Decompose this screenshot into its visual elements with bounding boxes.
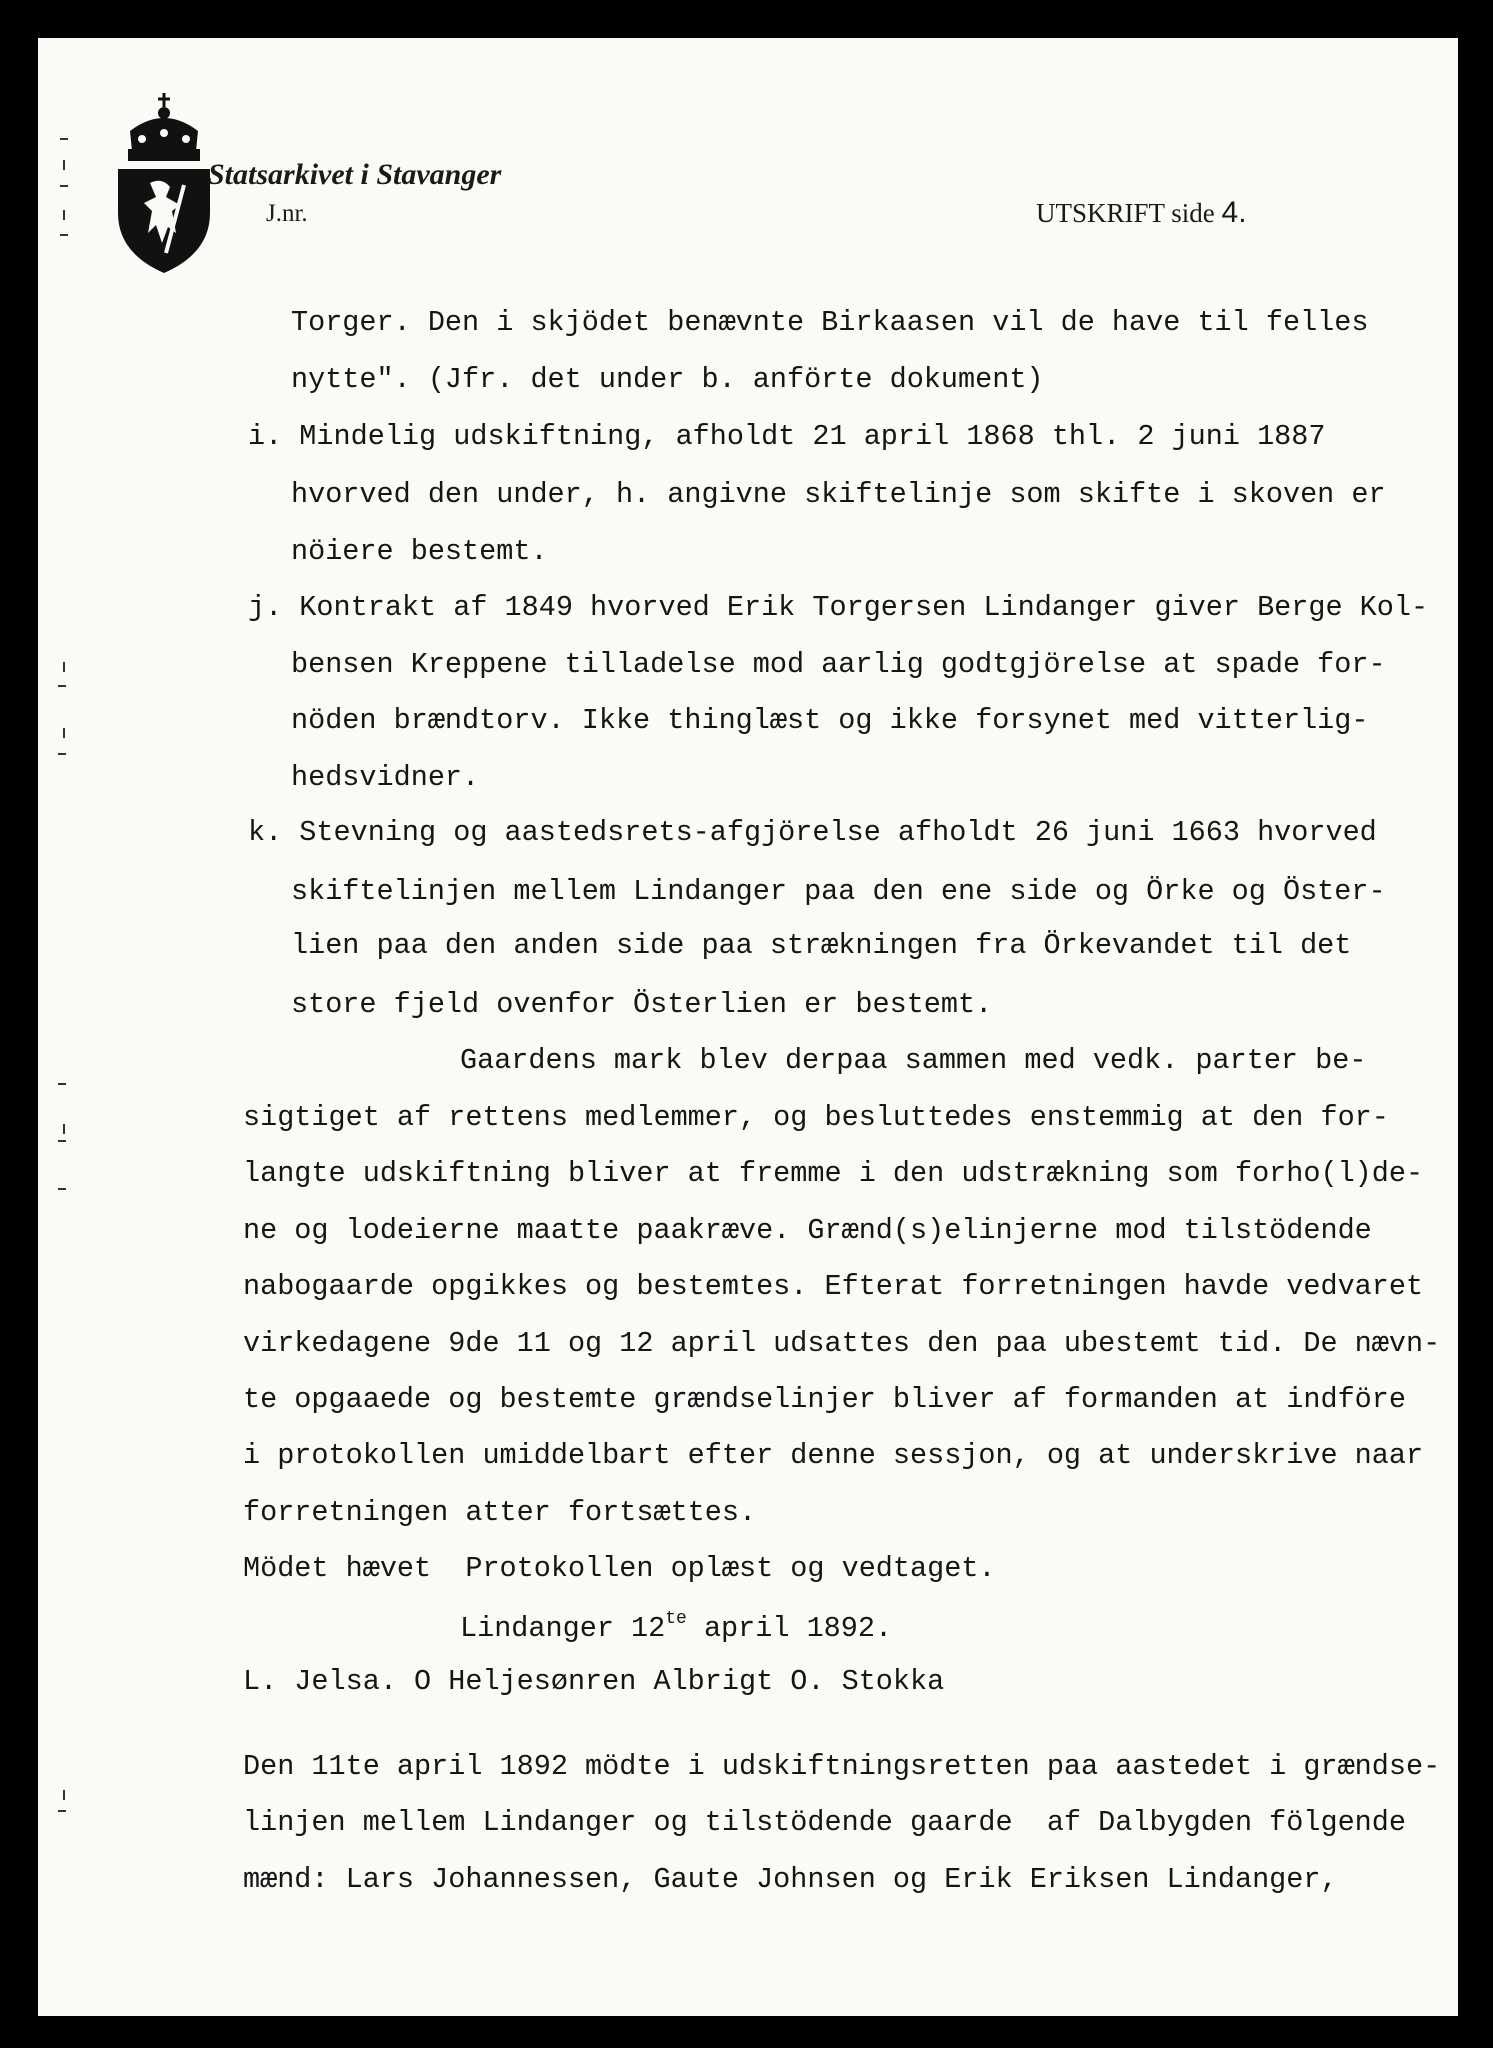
margin-mark — [58, 1140, 66, 1142]
margin-mark — [60, 138, 68, 140]
margin-mark — [63, 662, 65, 672]
text-line: Torger. Den i skjödet benævnte Birkaasen vil de have til felles — [291, 306, 1369, 339]
margin-mark — [58, 685, 66, 687]
text-line: forretningen atter fortsættes. — [243, 1496, 757, 1529]
text-line: nöiere bestemt. — [291, 535, 548, 568]
margin-mark — [58, 1810, 66, 1812]
journal-number-label: J.nr. — [266, 200, 308, 227]
margin-mark — [63, 210, 65, 220]
text-line: k. Stevning og aastedsrets-afgjörelse afholdt 26 juni 1663 hvorved — [248, 816, 1377, 849]
text-line: nytte". (Jfr. det under b. anförte dokument) — [291, 363, 1044, 396]
text-line: sigtiget af rettens medlemmer, og besluttedes enstemmig at den for- — [243, 1101, 1389, 1134]
text-line: i protokollen umiddelbart efter denne sessjon, og at underskrive naar — [243, 1439, 1424, 1472]
date-line — [460, 1609, 892, 1645]
text-line: j. Kontrakt af 1849 hvorved Erik Torgersen Lindanger giver Berge Kol- — [248, 591, 1429, 624]
page-header-label — [1036, 196, 1247, 230]
date-place: Lindanger 12 — [460, 1612, 666, 1645]
date-superscript: te — [665, 1609, 687, 1629]
text-line: langte udskiftning bliver at fremme i den udstrækning som forho(l)de- — [243, 1157, 1424, 1190]
text-line: Mödet hævet Protokollen oplæst og vedtaget. — [243, 1552, 996, 1585]
text-line: hedsvidner. — [291, 761, 480, 794]
signature-line: L. Jelsa. O Heljesønren Albrigt O. Stokka — [243, 1665, 945, 1698]
margin-mark — [58, 1083, 66, 1085]
text-line: te opgaaede og bestemte grændselinjer bliver af formanden at indföre — [243, 1383, 1406, 1416]
margin-mark — [58, 1188, 66, 1190]
text-line: skiftelinjen mellem Lindanger paa den ene side og Örke og Öster- — [291, 875, 1386, 908]
text-line: Den 11te april 1892 mödte i udskiftningsretten paa aastedet i grændse- — [243, 1750, 1441, 1783]
utskrift-label: UTSKRIFT side — [1036, 198, 1215, 228]
page-number: 4. — [1221, 196, 1247, 229]
text-line: nabogaarde opgikkes og bestemtes. Efterat forretningen havde vedvaret — [243, 1270, 1424, 1303]
text-line: Gaardens mark blev derpaa sammen med vedk. parter be- — [460, 1044, 1367, 1077]
text-line: mænd: Lars Johannessen, Gaute Johnsen og Erik Eriksen Lindanger, — [243, 1863, 1338, 1896]
text-line: hvorved den under, h. angivne skiftelinje som skifte i skoven er — [291, 478, 1386, 511]
text-line: ne og lodeierne maatte paakræve. Grænd(s)elinjerne mod tilstödende — [243, 1214, 1372, 1247]
text-line: lien paa den anden side paa strækningen fra Örkevandet til det — [291, 929, 1352, 962]
date-rest: april 1892. — [686, 1612, 893, 1645]
margin-mark — [63, 160, 65, 170]
text-line: linjen mellem Lindanger og tilstödende gaarde af Dalbygden fölgende — [243, 1806, 1406, 1839]
text-line: i. Mindelig udskiftning, afholdt 21 april 1868 thl. 2 juni 1887 — [248, 420, 1326, 453]
text-line: bensen Kreppene tilladelse mod aarlig godtgjörelse at spade for- — [291, 648, 1386, 681]
archive-name: Statsarkivet i Stavanger — [208, 158, 502, 191]
text-line: store fjeld ovenfor Österlien er bestemt. — [291, 988, 993, 1021]
document-page — [38, 38, 1458, 2016]
coat-of-arms-icon — [110, 93, 218, 275]
margin-mark — [63, 728, 65, 738]
margin-mark — [63, 1790, 65, 1800]
margin-mark — [60, 234, 68, 236]
text-line: virkedagene 9de 11 og 12 april udsattes den paa ubestemt tid. De nævn- — [243, 1327, 1441, 1360]
margin-mark — [60, 185, 68, 187]
text-line: nöden brændtorv. Ikke thinglæst og ikke forsynet med vitterlig- — [291, 704, 1369, 737]
margin-mark — [63, 1124, 65, 1134]
margin-mark — [58, 753, 66, 755]
